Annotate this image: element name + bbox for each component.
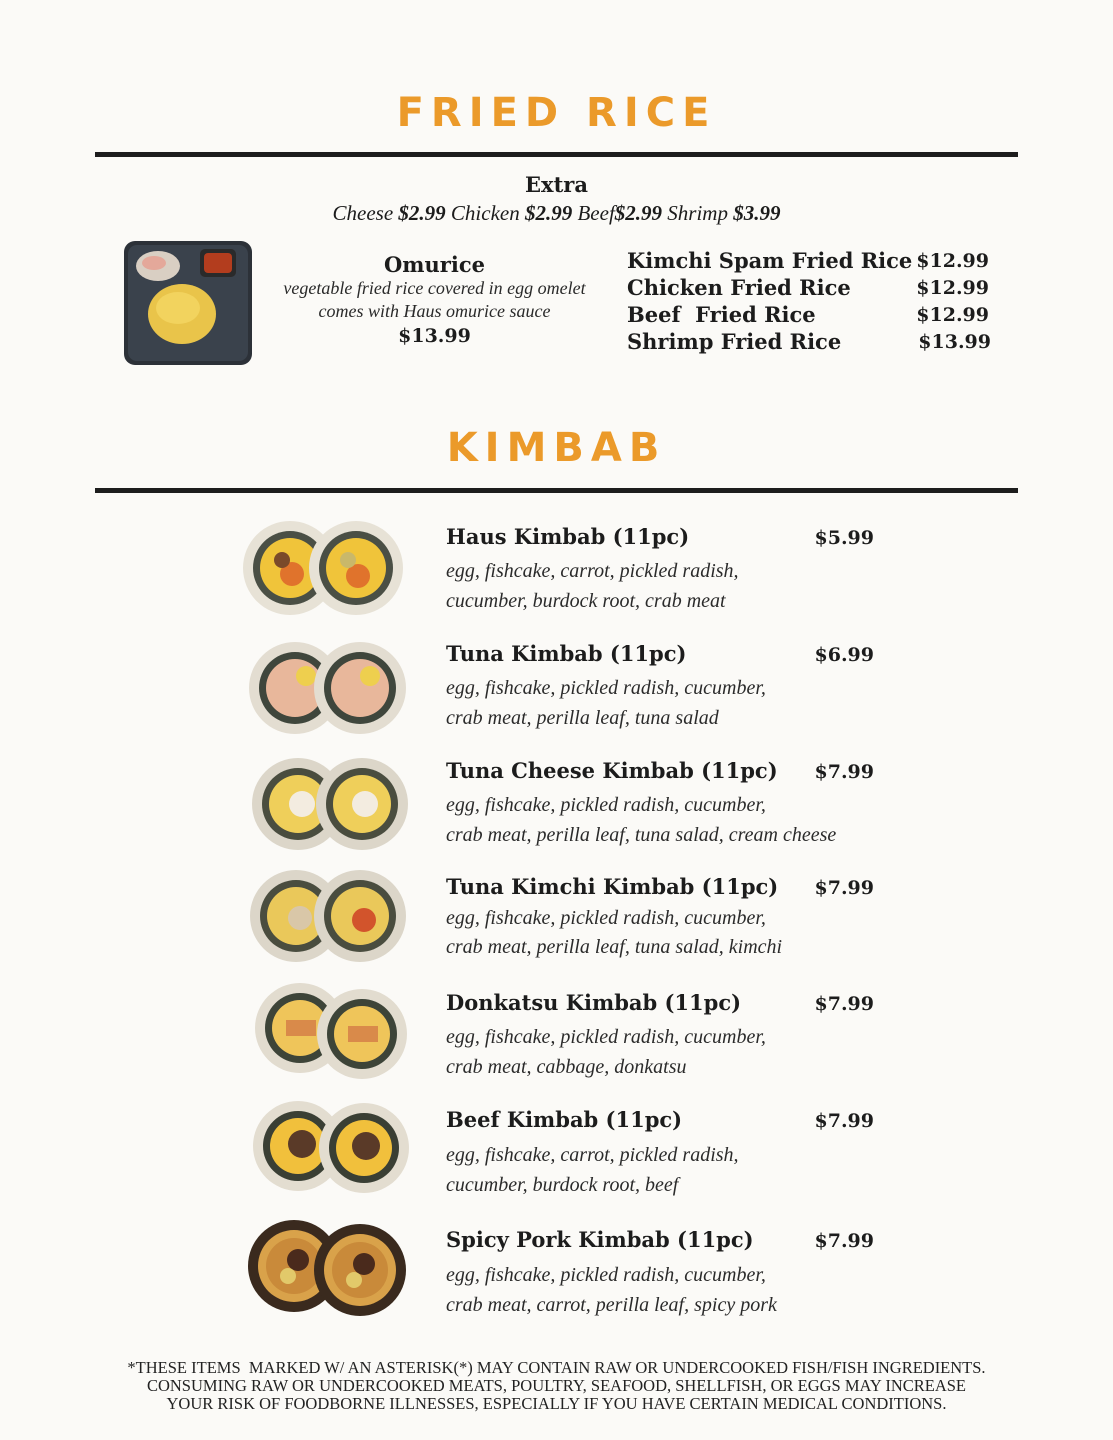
kimbab-photo bbox=[240, 1216, 410, 1320]
disclaimer-line: YOUR RISK OF FOODBORNE ILLNESSES, ESPECIALLY IF YOU HAVE CERTAIN MEDICAL CONDITIONS. bbox=[166, 1394, 947, 1413]
kimbab-photo bbox=[240, 752, 410, 856]
kimbab-name: Tuna Kimbab (11pc) bbox=[446, 641, 687, 666]
extra-title: Extra bbox=[525, 172, 588, 197]
fried-rice-row bbox=[627, 329, 997, 356]
fried-rice-row bbox=[627, 275, 997, 302]
extra-item-price: $3.99 bbox=[733, 201, 781, 225]
kimbab-name: Spicy Pork Kimbab (11pc) bbox=[446, 1227, 754, 1252]
kimbab-description: crab meat, perilla leaf, tuna salad, cream cheese bbox=[446, 824, 837, 846]
kimbab-name: Donkatsu Kimbab (11pc) bbox=[446, 990, 742, 1015]
kimbab-photo bbox=[240, 980, 410, 1084]
omurice-photo bbox=[122, 238, 255, 368]
kimbab-description: cucumber, burdock root, beef bbox=[446, 1174, 679, 1196]
kimbab-name: Beef Kimbab (11pc) bbox=[446, 1107, 683, 1132]
fried-rice-name: Beef Fried Rice bbox=[627, 302, 816, 327]
kimbab-description: crab meat, cabbage, donkatsu bbox=[446, 1056, 687, 1078]
extra-item-name: Beef bbox=[577, 201, 615, 225]
omurice-item bbox=[262, 252, 607, 347]
fried-rice-row bbox=[627, 248, 997, 275]
kimbab-description: cucumber, burdock root, crab meat bbox=[446, 590, 726, 612]
kimbab-description: egg, fishcake, pickled radish, cucumber, bbox=[446, 1026, 766, 1048]
kimbab-photo bbox=[240, 1096, 410, 1200]
kimbab-price: $5.99 bbox=[814, 527, 874, 549]
omurice-price: $13.99 bbox=[398, 325, 471, 347]
disclaimer-line: CONSUMING RAW OR UNDERCOOKED MEATS, POULTRY, SEAFOOD, SHELLFISH, OR EGGS MAY INCREASE bbox=[146, 1376, 967, 1395]
omurice-description: vegetable fried rice covered in egg omelet bbox=[283, 278, 586, 298]
kimbab-description: crab meat, perilla leaf, tuna salad bbox=[446, 707, 719, 729]
kimbab-description: crab meat, carrot, perilla leaf, spicy pork bbox=[446, 1294, 777, 1316]
fried-rice-row bbox=[627, 302, 997, 329]
kimbab-description: egg, fishcake, pickled radish, cucumber, bbox=[446, 794, 766, 816]
extra-toppings bbox=[0, 172, 1113, 226]
fried-rice-name: Shrimp Fried Rice bbox=[627, 329, 842, 354]
extra-item-price: $2.99 bbox=[524, 201, 573, 225]
omurice-name: Omurice bbox=[384, 252, 485, 277]
kimbab-price: $7.99 bbox=[814, 1230, 874, 1252]
extra-item-name: Shrimp bbox=[667, 201, 728, 225]
kimbab-price: $6.99 bbox=[814, 644, 874, 666]
kimbab-price: $7.99 bbox=[814, 761, 874, 783]
kimbab-description: egg, fishcake, carrot, pickled radish, bbox=[446, 1144, 739, 1166]
kimbab-price: $7.99 bbox=[814, 877, 874, 899]
kimbab-name: Haus Kimbab (11pc) bbox=[446, 524, 690, 549]
kimbab-price: $7.99 bbox=[814, 993, 874, 1015]
fried-rice-price: $12.99 bbox=[916, 304, 989, 326]
fried-rice-price: $12.99 bbox=[916, 250, 989, 272]
extra-item-name: Cheese bbox=[332, 201, 394, 225]
kimbab-photo bbox=[240, 516, 410, 620]
fried-rice-price: $12.99 bbox=[916, 277, 989, 299]
fried-rice-heading: FRIED RICE bbox=[396, 90, 717, 136]
kimbab-heading: KIMBAB bbox=[446, 425, 667, 471]
omurice-description: comes with Haus omurice sauce bbox=[318, 301, 551, 321]
kimbab-photo bbox=[240, 864, 410, 968]
extra-item-price: $2.99 bbox=[398, 201, 446, 225]
kimbab-name: Tuna Cheese Kimbab (11pc) bbox=[446, 758, 778, 783]
kimbab-description: egg, fishcake, pickled radish, cucumber, bbox=[446, 907, 766, 929]
extra-item-price: $2.99 bbox=[614, 201, 663, 225]
kimbab-photo bbox=[240, 636, 410, 740]
fried-rice-name: Kimchi Spam Fried Rice bbox=[627, 248, 913, 273]
fried-rice-name: Chicken Fried Rice bbox=[627, 275, 851, 300]
kimbab-description: egg, fishcake, pickled radish, cucumber, bbox=[446, 677, 766, 699]
kimbab-name: Tuna Kimchi Kimbab (11pc) bbox=[446, 874, 779, 899]
kimbab-description: egg, fishcake, carrot, pickled radish, bbox=[446, 560, 739, 582]
fried-rice-price: $13.99 bbox=[918, 331, 991, 353]
kimbab-price: $7.99 bbox=[814, 1110, 874, 1132]
kimbab-divider bbox=[95, 488, 1018, 493]
fried-rice-divider bbox=[95, 152, 1018, 157]
extra-item-name: Chicken bbox=[450, 201, 520, 225]
disclaimer-line: *THESE ITEMS MARKED W/ AN ASTERISK(*) MAY CONTAIN RAW OR UNDERCOOKED FISH/FISH INGREDIENTS. bbox=[127, 1358, 986, 1377]
extra-list bbox=[0, 201, 1113, 226]
kimbab-description: egg, fishcake, pickled radish, cucumber, bbox=[446, 1264, 766, 1286]
kimbab-description: crab meat, perilla leaf, tuna salad, kimchi bbox=[446, 936, 783, 958]
allergy-disclaimer bbox=[0, 1359, 1113, 1413]
